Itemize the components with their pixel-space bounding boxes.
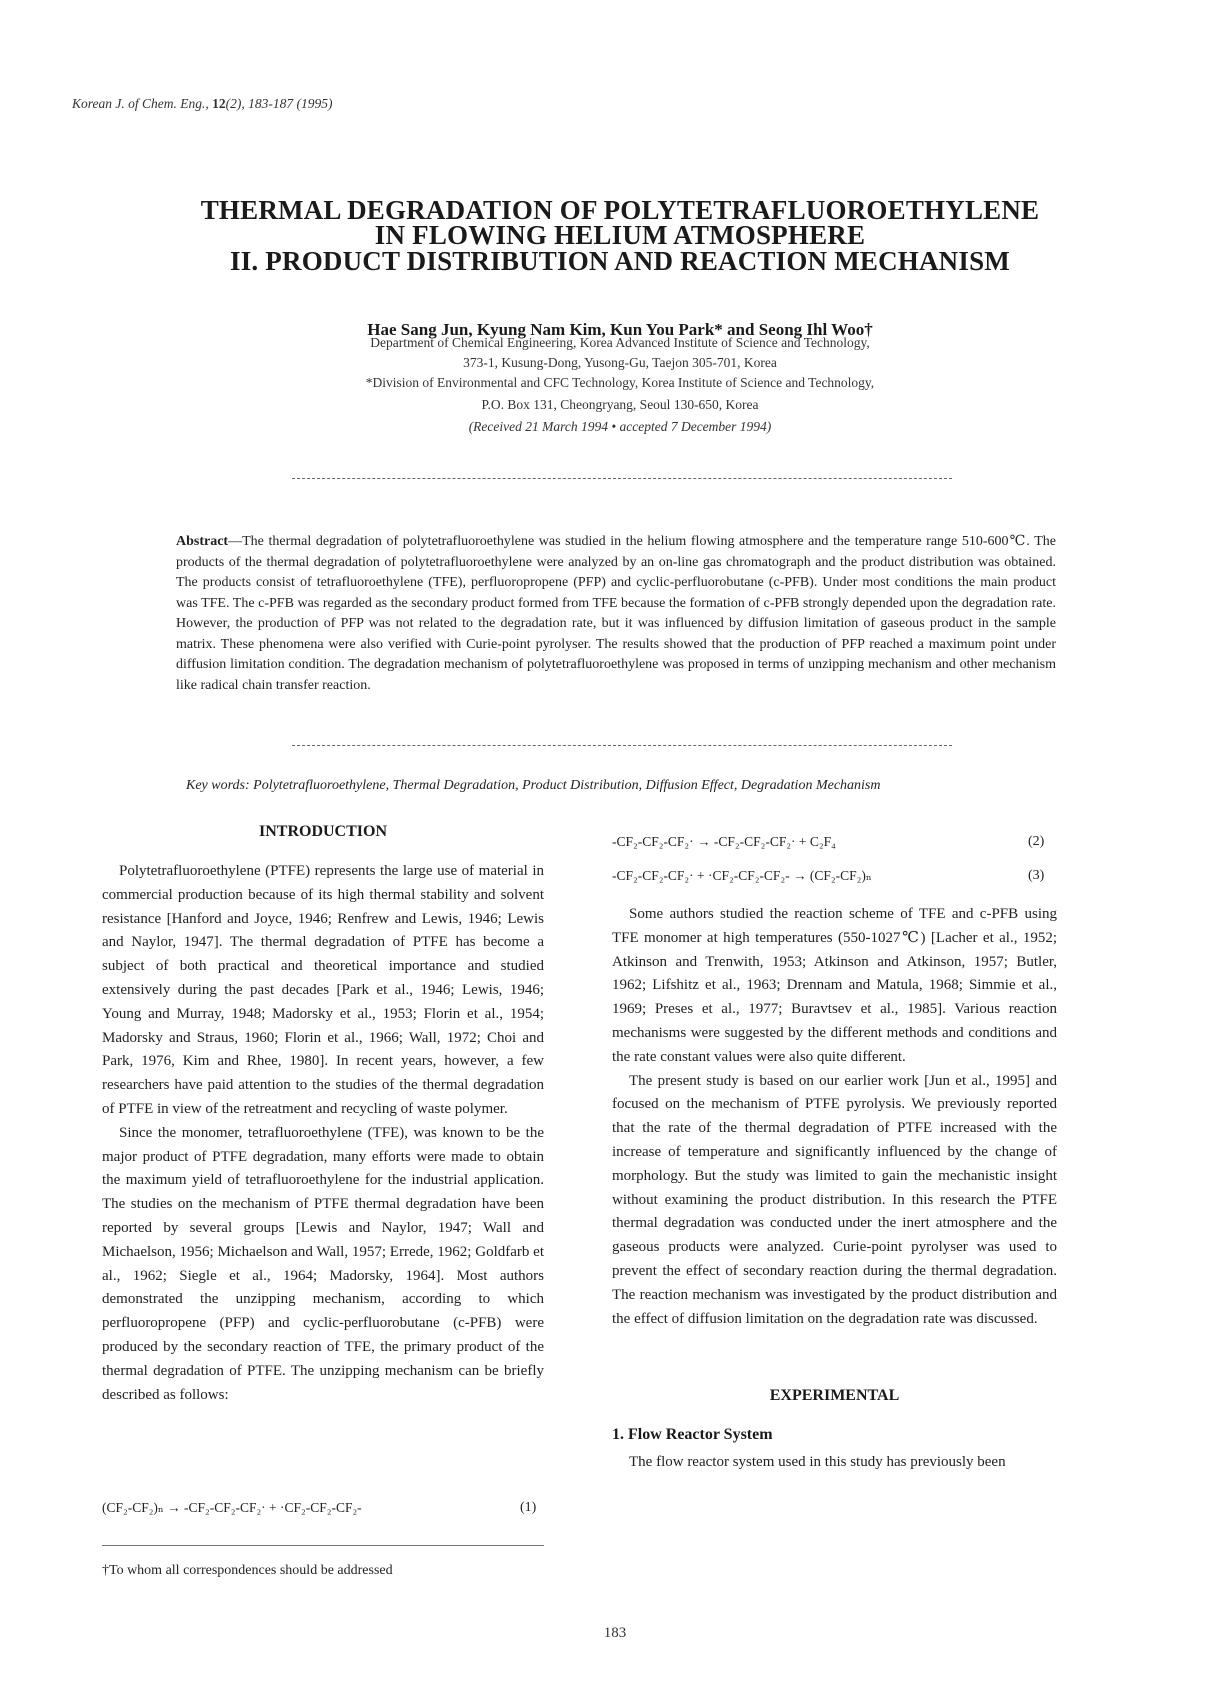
title-line-2: IN FLOWING HELIUM ATMOSPHERE [374,220,866,250]
footnote-rule [102,1545,544,1546]
affiliation-line-2: 373-1, Kusung-Dong, Yusong-Gu, Taejon 305-701, Korea [463,355,777,370]
abstract-bottom-rule [292,745,952,746]
journal-name: Korean J. of Chem. Eng., [72,96,209,111]
intro-paragraph-2: Since the monomer, tetrafluoroethylene (TFE), was known to be the major product of PTFE degradation, many efforts were made to obtain the maximum yield of tetrafluoroethylene for the industrial application. The studies on the mechanism of PTFE thermal degradation have been reported by several groups [Lewis and Naylor, 1947; Wall and Michaelson, 1956; Michaelson and Wall, 1957; Errede, 1962; Goldfarb et al., 1962; Siegle et al., 1964; Madorsky, 1964]. Most authors demonstrated the unzipping mechanism, according to which perfluoropropene (PFP) and cyclic-perfluorobutane (c-PFB) were produced by the secondary reaction of TFE, the primary product of the thermal degradation of PTFE. The unzipping mechanism can be briefly described as follows: [102,1124,544,1403]
page-number: 183 [603,1625,627,1641]
affiliation-line-1: Department of Chemical Engineering, Korea Advanced Institute of Science and Technology, [370,335,870,350]
journal-issue-pages: (2), 183-187 (1995) [225,96,333,111]
right-paragraph-1: Some authors studied the reaction scheme of TFE and c-PFB using TFE monomer at high temperatures (550-1027℃) [Lacher et al., 1952; Atkinson and Trenwith, 1953; Atkinson and Atkinson, 1957; Butler, 1962; Lifshitz et al., 1963; Drennam and Matula, 1968; Simmie et al., 1969; Preses et al., 1977; Buravtsev et al., 1985]. Various reaction mechanisms were suggested by the different methods and conditions and the rate constant values were also quite different. [612,906,1057,1065]
equation-2: -CF₂-CF₂-CF₂· → -CF₂-CF₂-CF₂· + C₂F₄ [612,834,836,849]
right-paragraph-3: The flow reactor system used in this study has previously been [629,1454,1006,1470]
right-column-continuation [612,1451,1057,1475]
intro-paragraph-1: Polytetrafluoroethylene (PTFE) represents the large use of material in commercial production because of its high thermal stability and solvent resistance [Hanford and Joyce, 1946; Renfrew and Lewis, 1946; Lewis and Naylor, 1947]. The thermal degradation of PTFE has become a subject of both practical and theoretical importance and studied extensively during the past decades [Park et al., 1946; Lewis, 1946; Young and Murray, 1948; Madorsky et al., 1953; Florin et al., 1954; Madorsky and Straus, 1960; Florin et al., 1966; Wall, 1972; Choi and Park, 1976, Kim and Rhee, 1980]. In recent years, however, a few researchers have paid attention to the studies of the thermal degradation of PTFE in view of the retreatment and recycling of waste polymer. [102,863,544,1117]
right-paragraph-2: The present study is based on our earlier work [Jun et al., 1995] and focused on the mechanism of PTFE pyrolysis. We previously reported that the rate of the thermal degradation of PTFE increased with the increase of temperature and significantly influenced by the change of morphology. But the study was limited to gain the mechanistic insight without examining the product distribution. In this research the PTFE thermal degradation was conducted under the inert atmosphere and the gaseous products were analyzed. Curie-point pyrolyser was used to prevent the effect of secondary reaction during the thermal degradation. The reaction mechanism was investigated by the product distribution and the effect of diffusion limitation on the degradation rate was discussed. [612,1072,1057,1327]
journal-citation [72,96,332,112]
received-dates: (Received 21 March 1994 • accepted 7 December 1994) [468,419,772,434]
abstract [176,532,1056,696]
footnote: †To whom all correspondences should be addressed [102,1563,393,1578]
equation-3: -CF₂-CF₂-CF₂· + ·CF₂-CF₂-CF₂- → (CF₂-CF₂)ₙ [612,868,872,883]
equation-3-number: (3) [1028,868,1045,883]
keywords: Key words: Polytetrafluoroethylene, Thermal Degradation, Product Distribution, Diffusion Effect, Degradation Mechanism [186,778,881,793]
abstract-label: Abstract [176,534,229,549]
introduction-heading: INTRODUCTION [258,823,387,840]
equation-2-number: (2) [1028,834,1045,849]
author-list: Hae Sang Jun, Kyung Nam Kim, Kun You Park* and Seong Ihl Woo† [367,320,873,339]
abstract-top-rule [292,478,952,479]
affiliation-line-4: P.O. Box 131, Cheongryang, Seoul 130-650, Korea [481,397,759,412]
abstract-text: —The thermal degradation of polytetrafluoroethylene was studied in the helium flowing atmosphere and the temperature range 510-600℃. The products of the thermal degradation of polytetrafluoroethylene were analyzed by an on-line gas chromatograph and the product distribution was obtained. The products consist of tetrafluoroethylene (TFE), perfluoropropene (PFP) and cyclic-perfluorobutane (c-PFB). Under most conditions the main product was TFE. The c-PFB was regarded as the secondary product formed from TFE because the formation of c-PFB strongly depended upon the degradation rate. However, the production of PFP was not related to the degradation rate, but it was influenced by diffusion limitation of gaseous product in the sample matrix. These phenomena were also verified with Curie-point pyrolyser. The results showed that the production of PFP reached a maximum point under diffusion limitation condition. The degradation mechanism of polytetrafluoroethylene was proposed in terms of unzipping mechanism and other mechanism like radical chain transfer reaction. [176,534,1056,693]
equation-1: (CF₂-CF₂)ₙ → -CF₂-CF₂-CF₂· + ·CF₂-CF₂-CF₂- [102,1500,362,1515]
journal-volume: 12 [212,96,226,111]
title-line-3: II. PRODUCT DISTRIBUTION AND REACTION MECHANISM [229,246,1010,276]
flow-reactor-subheading: 1. Flow Reactor System [612,1426,773,1443]
affiliation-line-3: *Division of Environmental and CFC Technology, Korea Institute of Science and Technology, [365,375,875,390]
experimental-heading: EXPERIMENTAL [769,1387,900,1404]
title-line-1: THERMAL DEGRADATION OF POLYTETRAFLUOROETHYLENE [200,195,1040,225]
right-column-body [612,903,1057,1331]
left-column-body [102,860,544,1407]
equation-1-number: (1) [520,1500,537,1515]
